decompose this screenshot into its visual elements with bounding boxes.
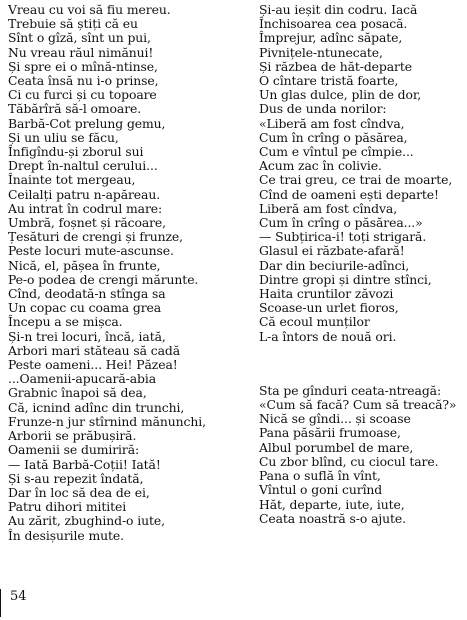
poem-line: Începu a se mișca. [8,314,123,330]
poem-line: Că ecoul munților [259,314,370,330]
poem-line: Cum în crîng o păsărea, [259,129,408,145]
poem-line: Peste locuri mute-ascunse. [8,243,174,259]
poem-line: Trebuie să știți că eu [8,16,138,32]
poem-line: Patru dihori mititei [8,499,127,515]
poem-line: Că, icnind adînc din trunchi, [8,399,185,415]
poem-line: Țesături de crengi și frunze, [8,229,183,245]
poem-line: — Subțirica-i! toți strigară. [259,229,427,245]
poem-line: Au zărit, zbughind-o iute, [8,513,165,529]
poem-line: Au intrat în codrul mare: [8,200,163,216]
poem-line: Cum în crîng o păsărea...» [259,215,423,231]
poem-line: «Cum să facă? Cum să treacă?» [259,397,457,413]
poem-line: Pe-o podea de crengi mărunte. [8,271,199,287]
poem-line: Arbori mari stăteau să cadă [8,342,181,358]
poem-line: Tăbărîră să-l omoare. [8,101,142,117]
poem-line: Umbră, foșnet și răcoare, [8,215,166,231]
poem-line: Cu zbor blînd, cu ciocul tare. [259,453,439,469]
poem-line: Un glas dulce, plin de dor, [259,87,422,103]
poem-line: ...Oamenii-apucară-abia [8,371,157,387]
poem-line: Înainte tot mergeau, [8,172,136,188]
poem-line: Sînt o gîză, sînt un pui, [8,30,151,46]
poem-line: Nică se gîndi... și scoase [259,411,411,427]
poem-line: — Iată Barbă-Coții! Iată! [8,456,161,472]
right-stanza-top [259,3,465,344]
poem-right-column [259,3,465,526]
poem-line: Închisoarea cea posacă. [259,16,408,32]
poem-line: Și-au ieșit din codru. Iacă [259,2,418,17]
poem-line: Și spre ei o mînă-ntinse, [8,58,158,74]
poem-line: Glasul ei răzbate-afară! [259,243,405,259]
poem-line: Drept în-naltul cerului... [8,158,158,174]
poem-line: Dintre gropi și dintre stînci, [259,271,432,287]
poem-line: Și-n trei locuri, încă, iată, [8,328,166,344]
poem-line: Hăt, departe, iute, iute, [259,496,405,512]
poem-line: Dar în loc să dea de ei, [8,484,150,500]
poem-line: Și răzbea de hăt-departe [259,58,412,74]
poem-line: Albul porumbel de mare, [259,439,414,455]
poem-line: Pana păsării frumoase, [259,425,401,441]
poem-line: Cînd, deodată-n stînga sa [8,286,166,302]
poem-line: Ce trai greu, ce trai de moarte, [259,172,453,188]
poem-line: Scoase-un urlet fioros, [259,300,399,316]
poem-line: Dar din beciurile-adînci, [259,257,410,273]
poem-line: Arborii se prăbușiră. [8,428,137,444]
poem-line: Vîntul o goni curînd [259,482,383,498]
poem-line: «Liberă am fost cîndva, [259,115,405,131]
poem-line: Cînd de oameni ești departe! [259,186,439,202]
poem-line: Grabnic înapoi să dea, [8,385,147,401]
poem-line: În desișurile mute. [8,527,124,543]
poem-line: Sta pe gînduri ceata-ntreagă: [259,382,442,398]
poem-line: Pivnițele-ntunecate, [259,44,383,60]
poem-line: Vreau cu voi să fiu mereu. [8,2,171,17]
poem-line: Liberă am fost cîndva, [259,200,398,216]
poem-line: Barbă-Cot prelung gemu, [8,115,166,131]
poem-line: Și s-au repezit îndată, [8,470,144,486]
poem-line: O cîntare tristă foarte, [259,73,399,89]
poem-line: Dus de unda norilor: [259,101,387,117]
poem-line: Un copac cu coama grea [8,300,162,316]
poem-line: L-a întors de nouă ori. [259,328,397,344]
poem-left-column [8,3,246,543]
poem-line: Nu vreau răul nimănui! [8,44,154,60]
poem-line: Ceilalți patru n-apăreau. [8,186,161,202]
stanza-gap [259,344,465,384]
poem-line: Pana o suflă în vînt, [259,468,381,484]
poem-line: Peste oameni... Hei! Păzea! [8,357,178,373]
poem-line: Ceata noastră s-o ajute. [259,510,406,526]
poem-line: Împrejur, adînc săpate, [259,30,403,46]
poem-line: Haita cruntilor zăvozi [259,286,394,302]
poem-line: Cum e vîntul pe cîmpie... [259,144,414,160]
poem-line: Înfigîndu-și zborul sui [8,144,144,160]
poem-line: Oamenii se dumiriră: [8,442,140,458]
poem-line: Nică, el, pășea în frunte, [8,257,161,273]
right-stanza-bottom [259,384,465,526]
poem-line: Acum zac în colivie. [259,158,382,174]
poem-line: Frunze-n jur stîrnind mănunchi, [8,413,206,429]
poem-line: Și un uliu se făcu, [8,129,119,145]
poem-line: Ci cu furci și cu topoare [8,87,157,103]
page-number: 54 [0,589,27,617]
poem-line: Ceata însă nu i-o prinse, [8,73,159,89]
